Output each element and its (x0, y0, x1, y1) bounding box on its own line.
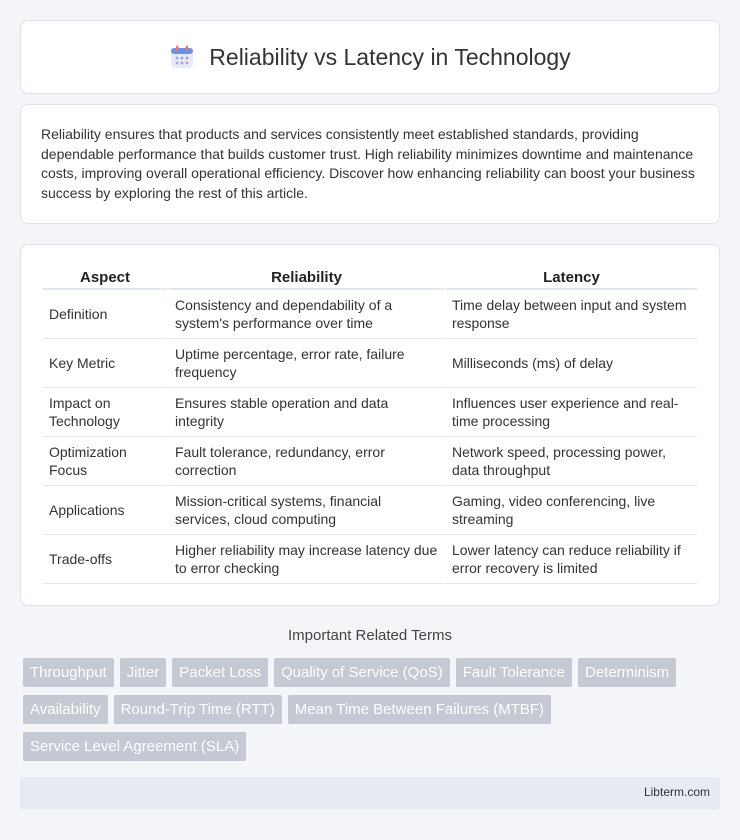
related-terms-list (23, 658, 723, 761)
aspect-cell: Definition (43, 290, 167, 339)
header-latency: Latency (444, 265, 697, 290)
reliability-cell: Higher reliability may increase latency due to error checking (167, 535, 444, 584)
table-header-row (43, 265, 697, 290)
intro-text: Reliability ensures that products and services consistently meet established standards, providing dependable performance that builds customer trust. High reliability minimizes downtime and maintenance costs, improving overall operational efficiency. Discover how enhancing reliability can boost your business success by exploring the rest of this article. (41, 126, 695, 201)
table-row (43, 535, 697, 584)
tag-jitter[interactable]: Jitter (120, 658, 167, 687)
comparison-table (43, 265, 697, 584)
latency-cell: Milliseconds (ms) of delay (444, 339, 697, 388)
tag-sla[interactable]: Service Level Agreement (SLA) (23, 732, 246, 761)
reliability-cell: Mission-critical systems, financial services, cloud computing (167, 486, 444, 535)
table-row (43, 486, 697, 535)
tag-availability[interactable]: Availability (23, 695, 108, 724)
aspect-cell: Optimization Focus (43, 437, 167, 486)
header-reliability: Reliability (167, 265, 444, 290)
footer (20, 777, 720, 809)
aspect-cell: Trade-offs (43, 535, 167, 584)
tag-fault-tolerance[interactable]: Fault Tolerance (456, 658, 572, 687)
latency-cell: Network speed, processing power, data throughput (444, 437, 697, 486)
reliability-cell: Ensures stable operation and data integrity (167, 388, 444, 437)
page-title: Reliability vs Latency in Technology (209, 43, 571, 70)
tag-rtt[interactable]: Round-Trip Time (RTT) (114, 695, 282, 724)
reliability-cell: Uptime percentage, error rate, failure frequency (167, 339, 444, 388)
latency-cell: Lower latency can reduce reliability if error recovery is limited (444, 535, 697, 584)
table-row (43, 290, 697, 339)
related-terms-title: Important Related Terms (288, 627, 452, 644)
latency-cell: Gaming, video conferencing, live streaming (444, 486, 697, 535)
tag-determinism[interactable]: Determinism (578, 658, 676, 687)
aspect-cell: Impact on Technology (43, 388, 167, 437)
calendar-icon (169, 44, 195, 70)
tag-mtbf[interactable]: Mean Time Between Failures (MTBF) (288, 695, 551, 724)
header-aspect: Aspect (43, 265, 167, 290)
table-row (43, 339, 697, 388)
intro-card (20, 104, 720, 224)
table-row (43, 437, 697, 486)
reliability-cell: Consistency and dependability of a system's performance over time (167, 290, 444, 339)
reliability-cell: Fault tolerance, redundancy, error correction (167, 437, 444, 486)
latency-cell: Time delay between input and system response (444, 290, 697, 339)
latency-cell: Influences user experience and real-time processing (444, 388, 697, 437)
tag-packet-loss[interactable]: Packet Loss (172, 658, 268, 687)
tag-throughput[interactable]: Throughput (23, 658, 114, 687)
tag-qos[interactable]: Quality of Service (QoS) (274, 658, 450, 687)
aspect-cell: Key Metric (43, 339, 167, 388)
footer-site-link[interactable]: Libterm.com (643, 785, 710, 799)
aspect-cell: Applications (43, 486, 167, 535)
table-row (43, 388, 697, 437)
comparison-card (20, 244, 720, 606)
title-card (20, 20, 720, 94)
